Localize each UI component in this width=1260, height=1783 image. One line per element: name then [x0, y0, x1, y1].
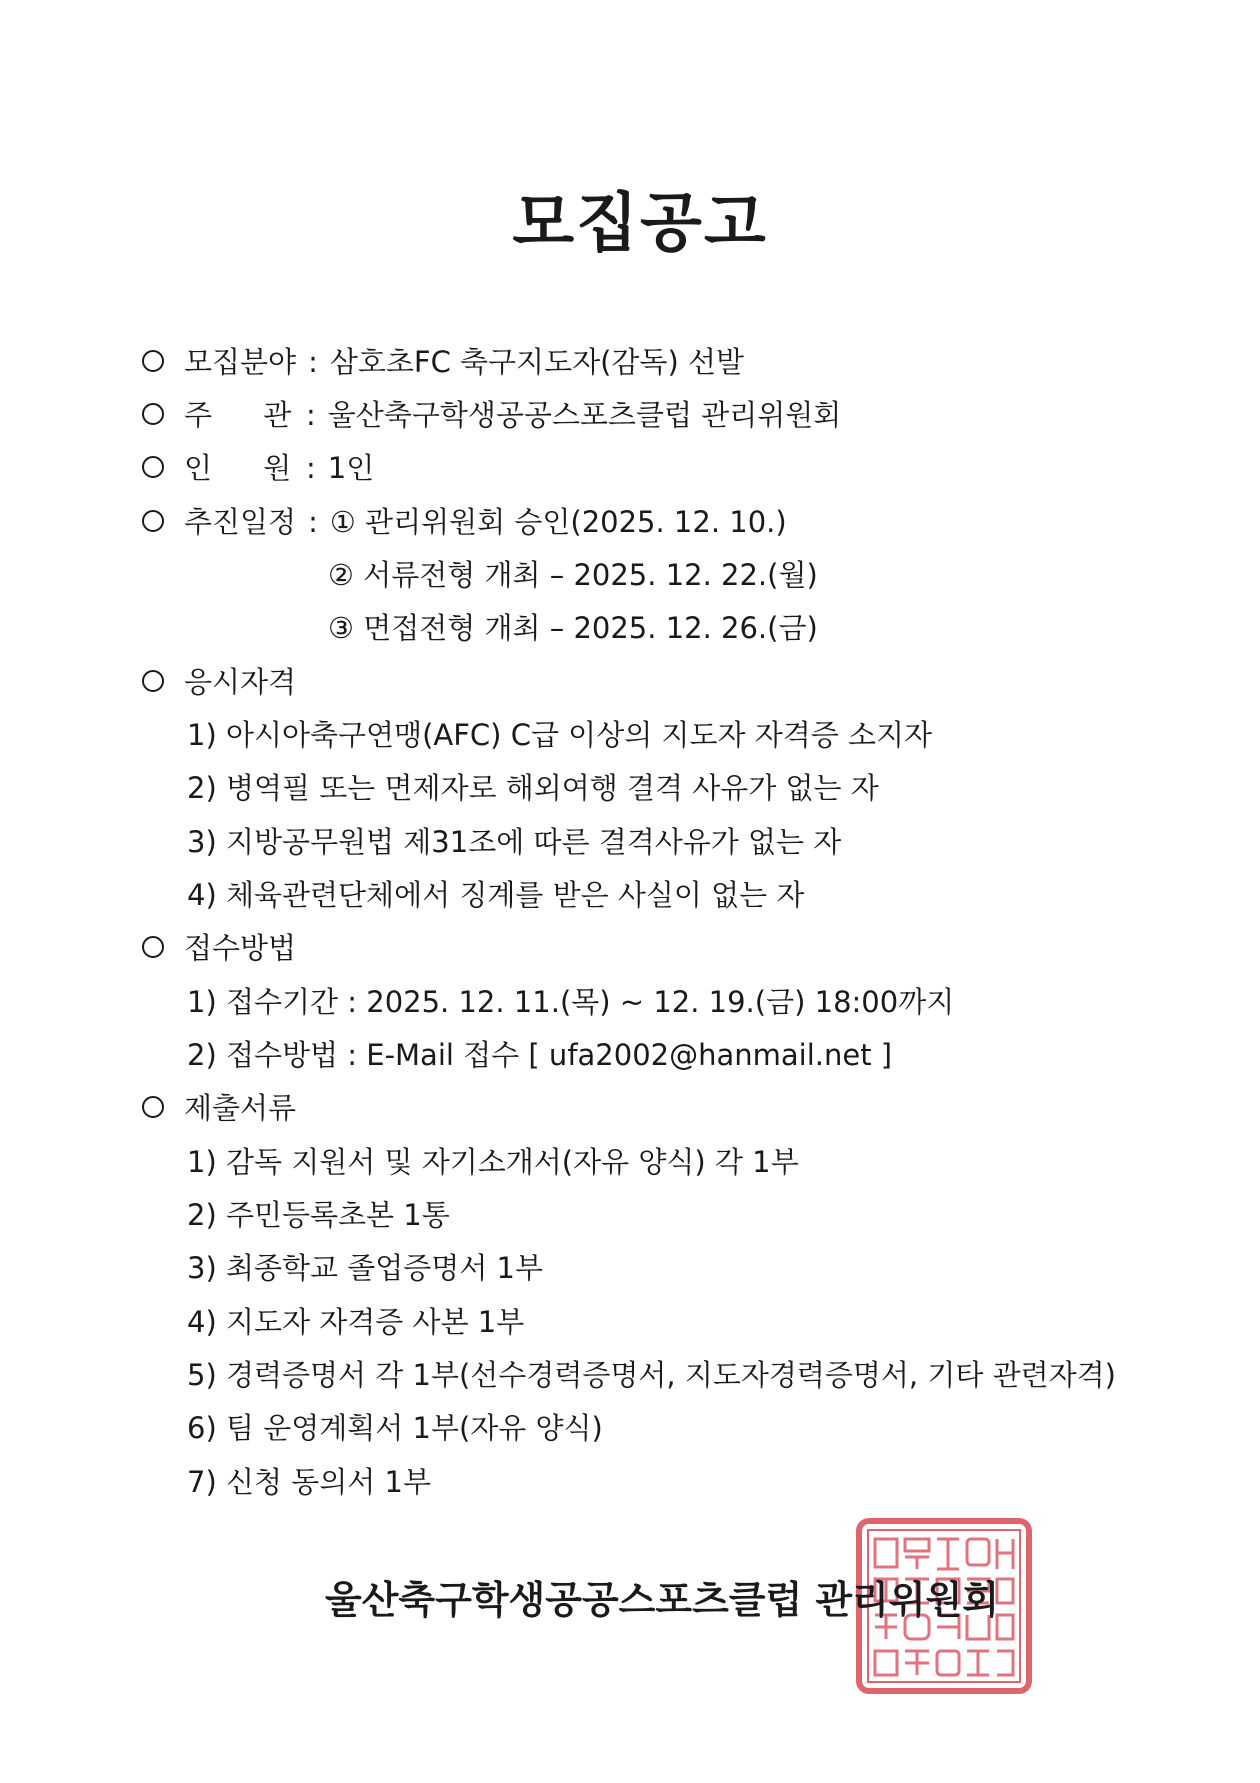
section-documents: [142, 1088, 296, 1128]
document-item: 7) 신청 동의서 1부: [187, 1465, 431, 1499]
section-application: [142, 928, 296, 968]
page-title: 모집공고: [512, 187, 768, 261]
bullet-circle-icon: [142, 1096, 164, 1118]
document-item: 2) 주민등록초본 1통: [187, 1198, 450, 1232]
section-field: 모집분야 : 삼호초FC 축구지도자(감독) 선발: [142, 342, 744, 382]
section-schedule: 추진일정 : ① 관리위원회 승인(2025. 12. 10.): [142, 502, 787, 542]
qualification-item: 3) 지방공무원법 제31조에 따른 결격사유가 없는 자: [187, 825, 842, 859]
application-label: 접수방법: [184, 931, 297, 965]
bullet-circle-icon: [142, 936, 164, 958]
field-label: 모집분야: [184, 345, 297, 379]
headcount-value: 1인: [327, 451, 375, 485]
bullet-circle-icon: [142, 403, 164, 425]
bullet-circle-icon: [142, 350, 164, 372]
application-item: 1) 접수기간 : 2025. 12. 11.(목) ~ 12. 19.(금) 18:00까지: [187, 985, 955, 1019]
section-organizer: 주 관 : 울산축구학생공공스포츠클럽 관리위원회: [142, 395, 841, 435]
schedule-item: ② 서류전형 개최 – 2025. 12. 22.(월): [328, 558, 818, 592]
section-qualifications: [142, 662, 296, 702]
qualification-item: 2) 병역필 또는 면제자로 해외여행 결격 사유가 없는 자: [187, 771, 879, 805]
organizer-value: 울산축구학생공공스포츠클럽 관리위원회: [327, 398, 842, 432]
document-item: 5) 경력증명서 각 1부(선수경력증명서, 지도자경력증명서, 기타 관련자격): [187, 1358, 1116, 1392]
schedule-item: ① 관리위원회 승인(2025. 12. 10.): [329, 505, 787, 539]
issuer-name: 울산축구학생공공스포츠클럽 관리위원회: [325, 1578, 999, 1622]
qualification-item: 1) 아시아축구연맹(AFC) C급 이상의 지도자 자격증 소지자: [187, 718, 932, 752]
document-item: 1) 감독 지원서 및 자기소개서(자유 양식) 각 1부: [187, 1145, 799, 1179]
qualifications-label: 응시자격: [184, 665, 297, 699]
headcount-label: 인 원: [184, 451, 292, 485]
bullet-circle-icon: [142, 456, 164, 478]
bullet-circle-icon: [142, 510, 164, 532]
application-item: 2) 접수방법 : E-Mail 접수 [ ufa2002@hanmail.net ]: [187, 1038, 893, 1072]
bullet-circle-icon: [142, 670, 164, 692]
schedule-item: ③ 면접전형 개최 – 2025. 12. 26.(금): [328, 611, 818, 645]
field-value: 삼호초FC 축구지도자(감독) 선발: [329, 345, 745, 379]
section-headcount: 인 원 : 1인: [142, 448, 374, 488]
document-item: 6) 팀 운영계획서 1부(자유 양식): [187, 1411, 603, 1445]
document-item: 4) 지도자 자격증 사본 1부: [187, 1305, 525, 1339]
schedule-label: 추진일정: [184, 505, 297, 539]
documents-label: 제출서류: [184, 1091, 297, 1125]
qualification-item: 4) 체육관련단체에서 징계를 받은 사실이 없는 자: [187, 878, 805, 912]
document-item: 3) 최종학교 졸업증명서 1부: [187, 1251, 544, 1285]
organizer-label: 주 관: [184, 398, 292, 432]
